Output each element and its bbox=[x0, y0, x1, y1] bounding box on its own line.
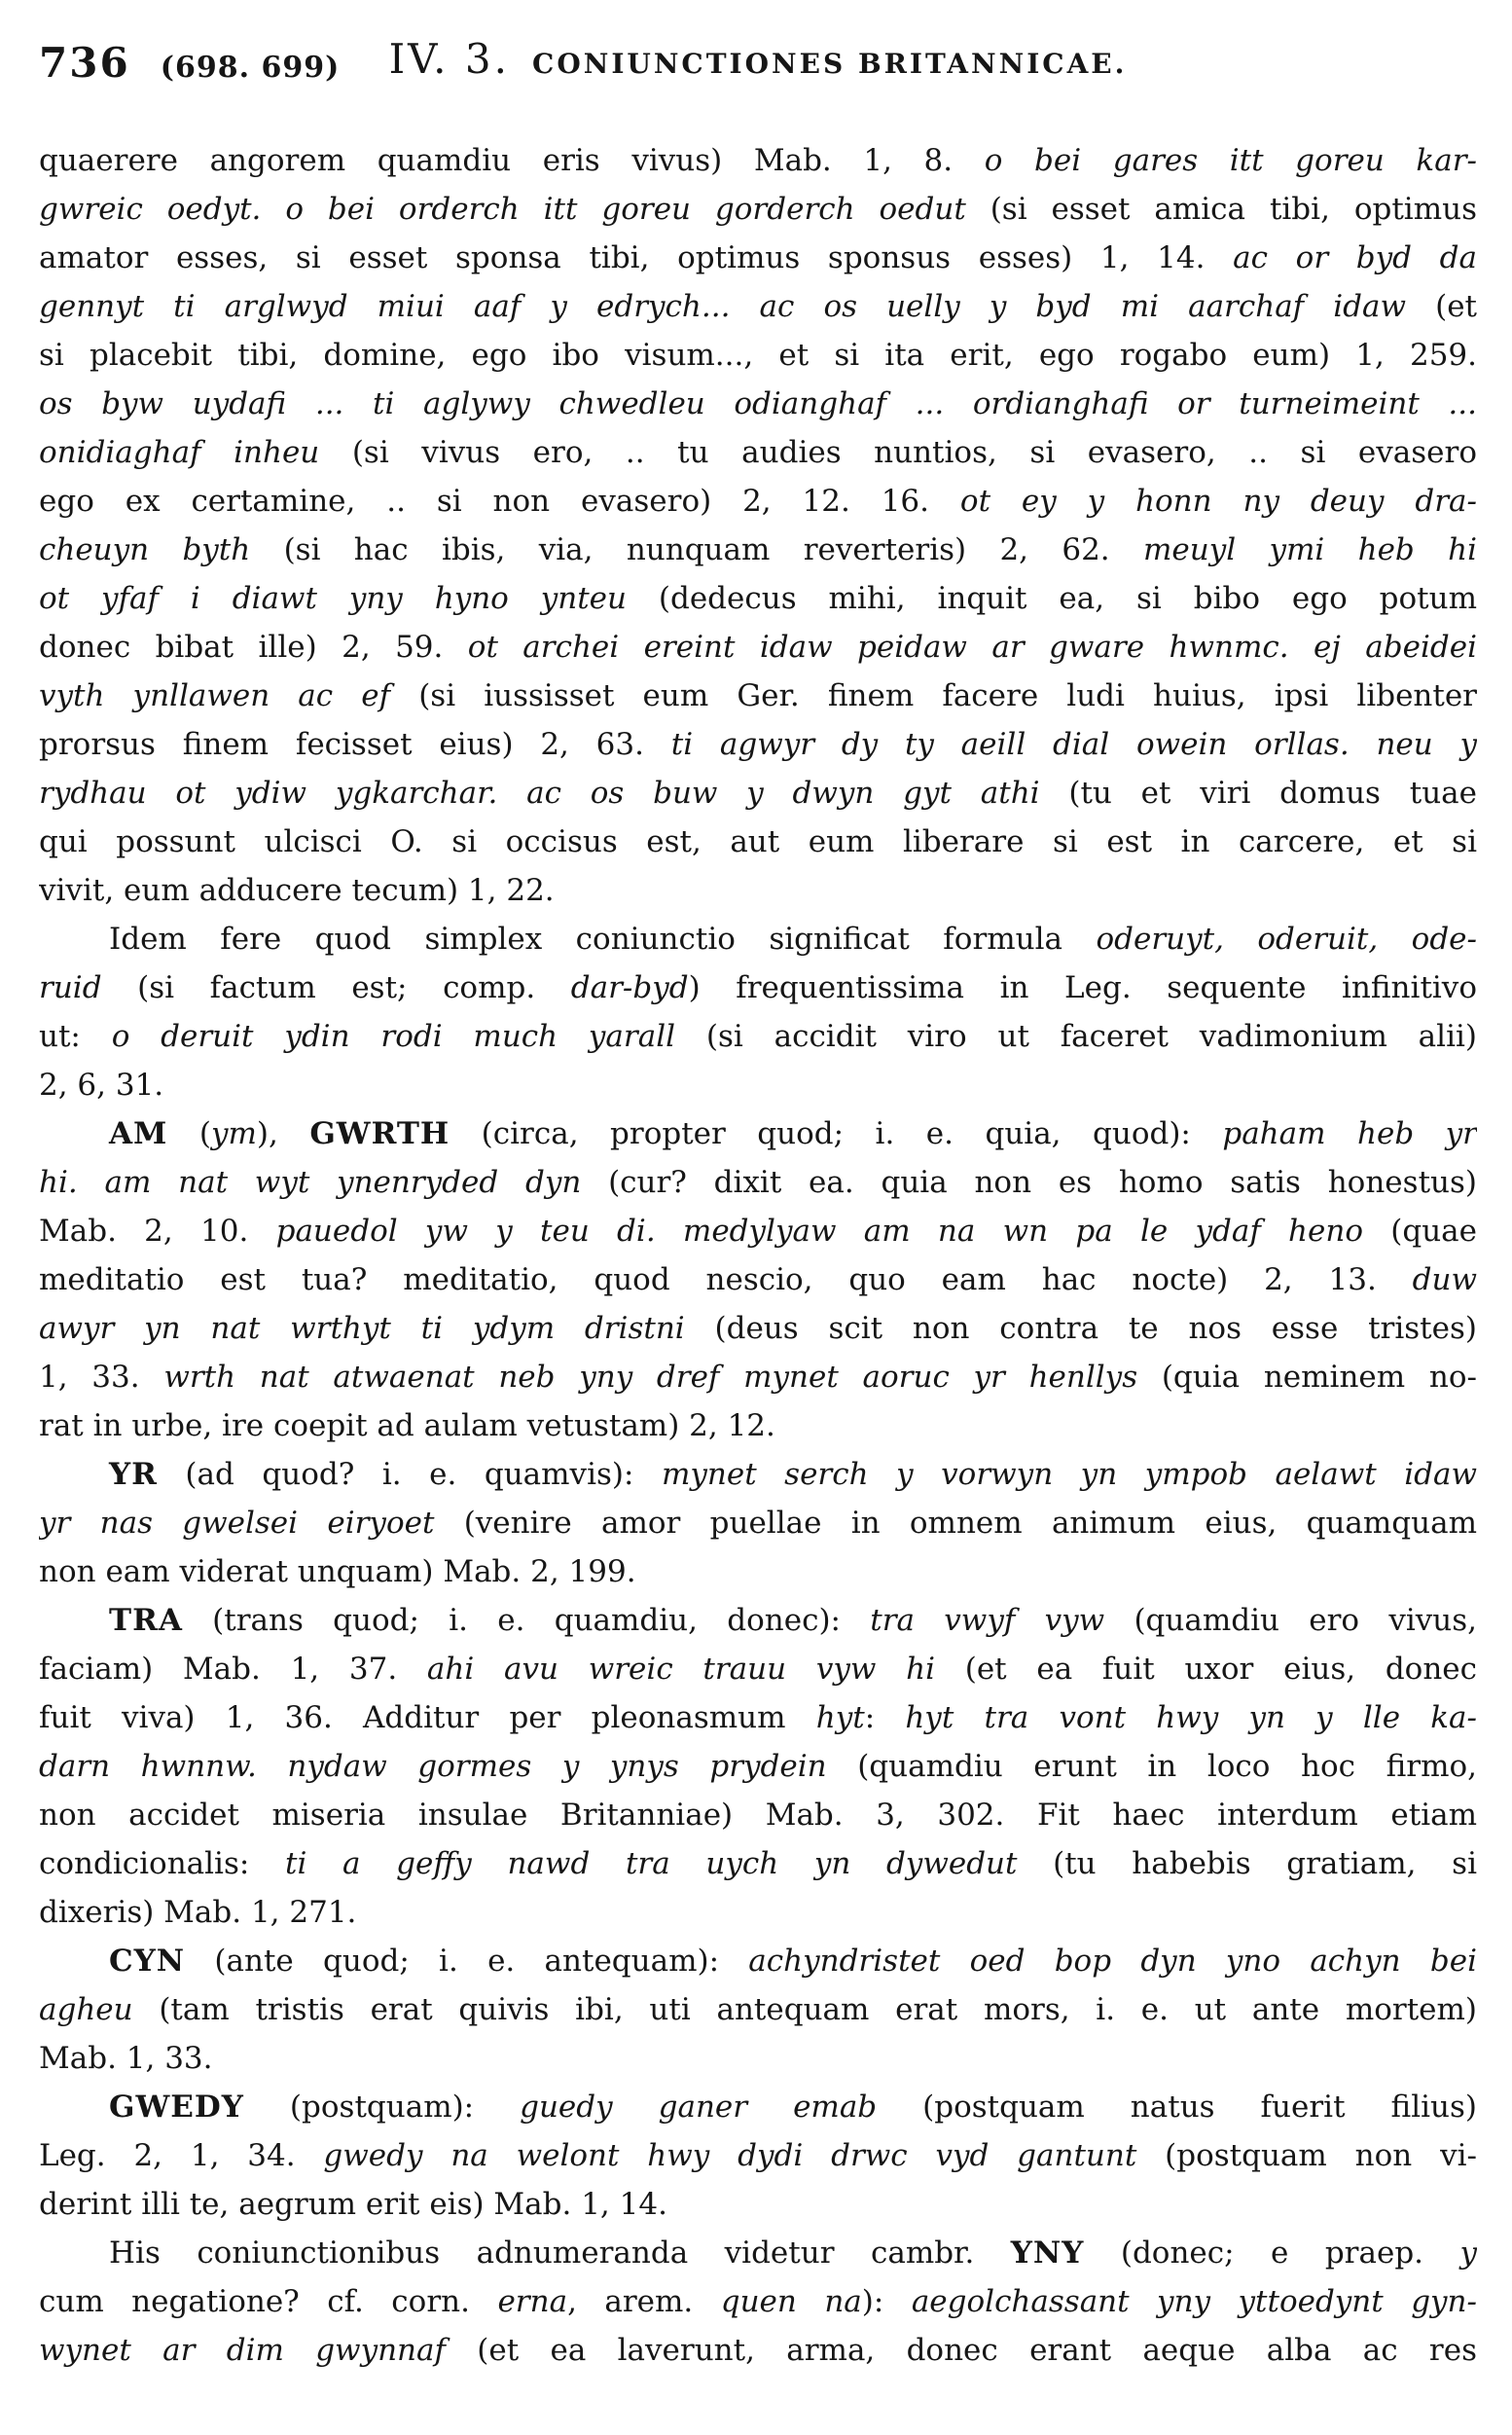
text-segment: (quamdiu ero vivus, bbox=[1134, 1603, 1477, 1638]
text-segment: aegolchassant yny yttoedynt gyn- bbox=[911, 2284, 1477, 2319]
text-segment: His coniunctionibus adnumeranda videtur cambr. bbox=[109, 2235, 1011, 2271]
text-segment: wynet ar dim gwynnaf bbox=[39, 2333, 478, 2368]
text-segment: hyt bbox=[815, 1700, 865, 1735]
text-segment: vyth ynllawen ac ef bbox=[39, 678, 419, 713]
text-segment: ym bbox=[210, 1116, 257, 1151]
text-line bbox=[39, 282, 1477, 331]
text-line bbox=[39, 1547, 1477, 1596]
text-segment: Idem fere quod simplex coniunctio significat formula bbox=[109, 922, 1097, 957]
text-segment: rat in urbe, ire coepit ad aulam vetustam) 2, 12. bbox=[39, 1408, 775, 1443]
text-line bbox=[39, 1304, 1477, 1353]
text-segment: ut: bbox=[39, 1019, 112, 1054]
text-segment: (trans quod; i. e. quamdiu, donec): bbox=[182, 1603, 871, 1638]
text-line bbox=[39, 2034, 1477, 2083]
text-line bbox=[39, 1255, 1477, 1304]
text-segment: (cur? dixit ea. quia non es homo satis honestus) bbox=[608, 1165, 1477, 1200]
text-segment: duw bbox=[1412, 1262, 1477, 1297]
text-segment: qui possunt ulcisci O. si occisus est, aut eum liberare si est in carcere, et si bbox=[39, 824, 1477, 859]
text-line bbox=[39, 720, 1477, 769]
text-segment: 2, 6, 31. bbox=[39, 1068, 164, 1103]
text-line bbox=[39, 1109, 1477, 1158]
text-segment: (ante quod; i. e. antequam): bbox=[185, 1944, 749, 1979]
text-line bbox=[39, 234, 1477, 282]
text-segment: (circa, propter quod; i. e. quia, quod): bbox=[450, 1116, 1223, 1151]
text-line bbox=[39, 380, 1477, 428]
text-segment: rydhau ot ydiw ygkarchar. ac os buw y dwyn gyt athi bbox=[39, 776, 1069, 811]
text-segment: GWEDY bbox=[109, 2090, 244, 2125]
text-segment: agheu bbox=[39, 1992, 160, 2027]
text-segment: ti agwyr dy ty aeill dial owein orllas. neu y bbox=[670, 727, 1477, 762]
text-segment: ( bbox=[167, 1116, 211, 1151]
text-segment: GWRTH bbox=[309, 1116, 450, 1151]
text-line bbox=[39, 331, 1477, 380]
text-segment: ti a geffy nawd tra uych yn dywedut bbox=[284, 1846, 1054, 1881]
text-segment: ), bbox=[256, 1116, 310, 1151]
text-segment: (dedecus mihi, inquit ea, si bibo ego potum bbox=[658, 581, 1477, 616]
text-segment: ahi avu wreic trauu vyw hi bbox=[426, 1652, 965, 1687]
text-segment: (et bbox=[1435, 289, 1477, 324]
paragraph bbox=[39, 1109, 1477, 1450]
paragraph bbox=[39, 1596, 1477, 1937]
text-segment: (postquam): bbox=[243, 2090, 521, 2125]
text-segment: o bei gares itt goreu kar- bbox=[984, 143, 1477, 178]
text-line bbox=[39, 672, 1477, 720]
text-line bbox=[39, 1401, 1477, 1450]
text-segment: ego ex certamine, .. si non evasero) 2, 12. 16. bbox=[39, 484, 960, 519]
text-segment: y bbox=[1459, 2235, 1477, 2271]
text-segment: gwedy na welont hwy dydi drwc vyd gantunt bbox=[323, 2138, 1166, 2173]
text-line bbox=[39, 2083, 1477, 2131]
text-segment: paham heb yr bbox=[1222, 1116, 1477, 1151]
text-line bbox=[39, 915, 1477, 963]
text-segment: (tu habebis gratiam, si bbox=[1053, 1846, 1477, 1881]
text-line bbox=[39, 2229, 1477, 2277]
text-line bbox=[39, 2277, 1477, 2326]
page-number: 736 bbox=[39, 39, 130, 87]
text-line bbox=[39, 866, 1477, 915]
text-line bbox=[39, 1012, 1477, 1061]
text-line bbox=[39, 963, 1477, 1012]
text-line bbox=[39, 769, 1477, 818]
text-segment: si placebit tibi, domine, ego ibo visum..., et si ita erit, ego rogabo eum) 1, 259. bbox=[39, 338, 1477, 373]
text-segment: awyr yn nat wrthyt ti ydym dristni bbox=[39, 1311, 715, 1346]
text-segment: dixeris) Mab. 1, 271. bbox=[39, 1895, 357, 1930]
text-line bbox=[39, 1985, 1477, 2034]
paragraph bbox=[39, 2229, 1477, 2375]
text-segment: derint illi te, aegrum erit eis) Mab. 1, 14. bbox=[39, 2187, 667, 2222]
text-line bbox=[39, 477, 1477, 526]
text-line bbox=[39, 1791, 1477, 1839]
page-header bbox=[39, 35, 1477, 93]
text-segment: amator esses, si esset sponsa tibi, optimus sponsus esses) 1, 14. bbox=[39, 240, 1234, 275]
text-segment: (si hac ibis, via, nunquam reverteris) 2, 62. bbox=[283, 532, 1143, 567]
text-segment: , arem. bbox=[567, 2284, 721, 2319]
text-segment: hyt tra vont hwy yn y lle ka- bbox=[905, 1700, 1477, 1735]
text-segment: (postquam non vi- bbox=[1165, 2138, 1477, 2173]
text-line bbox=[39, 2326, 1477, 2375]
text-segment: (si iussisset eum Ger. finem facere ludi huius, ipsi libenter bbox=[418, 678, 1477, 713]
text-line bbox=[39, 1207, 1477, 1255]
text-line bbox=[39, 1061, 1477, 1109]
text-segment: ruid bbox=[39, 970, 138, 1005]
text-line bbox=[39, 818, 1477, 866]
text-segment: cheuyn byth bbox=[39, 532, 284, 567]
text-segment: quaerere angorem quamdiu eris vivus) Mab. 1, 8. bbox=[39, 143, 985, 178]
text-line bbox=[39, 428, 1477, 477]
text-segment: ot archei ereint idaw peidaw ar gware hwnmc. ej abeidei bbox=[467, 630, 1477, 665]
text-line bbox=[39, 1499, 1477, 1547]
text-segment: (postquam natus fuerit filius) bbox=[922, 2090, 1477, 2125]
text-segment: yr nas gwelsei eiryoet bbox=[39, 1506, 464, 1541]
text-segment: TRA bbox=[109, 1603, 183, 1638]
text-segment: AM bbox=[109, 1116, 168, 1151]
text-line bbox=[39, 1693, 1477, 1742]
text-segment: mynet serch y vorwyn yn ympob aelawt idaw bbox=[661, 1457, 1477, 1492]
text-segment: gennyt ti arglwyd miui aaf y edrych... ac os uelly y byd mi aarchaf idaw bbox=[39, 289, 1436, 324]
text-segment: Leg. 2, 1, 34. bbox=[39, 2138, 324, 2173]
paragraph bbox=[39, 2083, 1477, 2229]
text-segment: YR bbox=[109, 1457, 158, 1492]
paragraph bbox=[39, 1937, 1477, 2083]
text-line bbox=[39, 185, 1477, 234]
text-segment: ot ey y honn ny deuy dra- bbox=[959, 484, 1477, 519]
text-segment: o deruit ydin rodi much yarall bbox=[111, 1019, 706, 1054]
text-segment: cum negatione? cf. corn. bbox=[39, 2284, 498, 2319]
text-segment: condicionalis: bbox=[39, 1846, 285, 1881]
text-segment: donec bibat ille) 2, 59. bbox=[39, 630, 468, 665]
text-segment: (venire amor puellae in omnem animum eius, quamquam bbox=[463, 1506, 1477, 1541]
text-segment: (tu et viri domus tuae bbox=[1068, 776, 1477, 811]
text-segment: prorsus finem fecisset eius) 2, 63. bbox=[39, 727, 671, 762]
text-segment: tra vwyf vyw bbox=[870, 1603, 1134, 1638]
text-segment: : bbox=[864, 1700, 906, 1735]
text-body bbox=[39, 136, 1477, 2375]
text-line bbox=[39, 1937, 1477, 1985]
text-segment: (si esset amica tibi, optimus bbox=[990, 192, 1477, 227]
text-segment: YNY bbox=[1010, 2235, 1085, 2271]
text-segment: dar-byd bbox=[570, 970, 689, 1005]
text-segment: erna bbox=[497, 2284, 568, 2319]
text-line bbox=[39, 136, 1477, 185]
text-segment: gwreic oedyt. o bei orderch itt goreu gorderch oedut bbox=[39, 192, 990, 227]
running-title: CONIUNCTIONES BRITANNICAE. bbox=[532, 48, 1128, 80]
text-segment: faciam) Mab. 1, 37. bbox=[39, 1652, 427, 1687]
text-segment: ot yfaf i diawt yny hyno ynteu bbox=[39, 581, 659, 616]
text-segment: ): bbox=[861, 2284, 912, 2319]
text-segment: (quae bbox=[1390, 1214, 1477, 1249]
text-segment: ) frequentissima in Leg. sequente infinitivo bbox=[688, 970, 1477, 1005]
text-segment: guedy ganer emab bbox=[520, 2090, 923, 2125]
text-segment: quen na bbox=[720, 2284, 862, 2319]
text-line bbox=[39, 1353, 1477, 1401]
paragraph bbox=[39, 136, 1477, 915]
text-segment: (et ea fuit uxor eius, donec bbox=[964, 1652, 1477, 1687]
text-line bbox=[39, 1839, 1477, 1888]
paragraph bbox=[39, 915, 1477, 1109]
text-segment: oderuyt, oderuit, ode- bbox=[1096, 922, 1477, 957]
running-head bbox=[39, 35, 1477, 83]
text-line bbox=[39, 574, 1477, 623]
text-segment: darn hwnnw. nydaw gormes y ynys prydein bbox=[39, 1749, 858, 1784]
text-line bbox=[39, 623, 1477, 672]
text-segment: hi. am nat wyt ynenryded dyn bbox=[39, 1165, 609, 1200]
text-segment: meuyl ymi heb hi bbox=[1143, 532, 1477, 567]
text-segment: (et ea laverunt, arma, donec erant aeque alba ac res bbox=[477, 2333, 1477, 2368]
text-segment: Mab. 1, 33. bbox=[39, 2041, 213, 2076]
text-segment: (quamdiu erunt in loco hoc firmo, bbox=[857, 1749, 1477, 1784]
text-segment: (si factum est; comp. bbox=[137, 970, 571, 1005]
text-segment: Mab. 2, 10. bbox=[39, 1214, 276, 1249]
text-line bbox=[39, 1450, 1477, 1499]
text-segment: ac or byd da bbox=[1233, 240, 1477, 275]
text-segment: (deus scit non contra te nos esse tristes) bbox=[714, 1311, 1477, 1346]
text-segment: os byw uydafi ... ti aglywy chwedleu odianghaf ... ordianghafi or turneimeint ... bbox=[39, 386, 1477, 421]
text-segment: pauedol yw y teu di. medylyaw am na wn pa le ydaf heno bbox=[275, 1214, 1391, 1249]
text-line bbox=[39, 1742, 1477, 1791]
text-segment: (donec; e praep. bbox=[1084, 2235, 1460, 2271]
text-segment: (si accidit viro ut faceret vadimonium alii) bbox=[705, 1019, 1477, 1054]
text-line bbox=[39, 2180, 1477, 2229]
text-line bbox=[39, 526, 1477, 574]
text-segment: vivit, eum adducere tecum) 1, 22. bbox=[39, 873, 555, 908]
text-segment: (quia neminem no- bbox=[1161, 1360, 1477, 1395]
page-ref: (698. 699) bbox=[160, 51, 341, 85]
text-segment: CYN bbox=[109, 1944, 186, 1979]
text-segment: onidiaghaf inheu bbox=[39, 435, 352, 470]
text-segment: non accidet miseria insulae Britanniae) Mab. 3, 302. Fit haec interdum etiam bbox=[39, 1798, 1477, 1833]
text-segment: achyndristet oed bop dyn yno achyn bei bbox=[748, 1944, 1477, 1979]
text-segment: (ad quod? i. e. quamvis): bbox=[157, 1457, 662, 1492]
text-line bbox=[39, 2131, 1477, 2180]
text-segment: fuit viva) 1, 36. Additur per pleonasmum bbox=[39, 1700, 816, 1735]
text-line bbox=[39, 1158, 1477, 1207]
text-segment: (si vivus ero, .. tu audies nuntios, si evasero, .. si evasero bbox=[351, 435, 1477, 470]
text-segment: non eam viderat unquam) Mab. 2, 199. bbox=[39, 1554, 636, 1589]
text-line bbox=[39, 1888, 1477, 1937]
section-number: IV. 3. bbox=[388, 35, 510, 83]
text-segment: wrth nat atwaenat neb yny dref mynet aoruc yr henllys bbox=[163, 1360, 1162, 1395]
text-segment: 1, 33. bbox=[39, 1360, 164, 1395]
text-segment: (tam tristis erat quivis ibi, uti antequam erat mors, i. e. ut ante mortem) bbox=[159, 1992, 1477, 2027]
text-line bbox=[39, 1645, 1477, 1693]
paragraph bbox=[39, 1450, 1477, 1596]
text-segment: meditatio est tua? meditatio, quod nescio, quo eam hac nocte) 2, 13. bbox=[39, 1262, 1413, 1297]
text-line bbox=[39, 1596, 1477, 1645]
